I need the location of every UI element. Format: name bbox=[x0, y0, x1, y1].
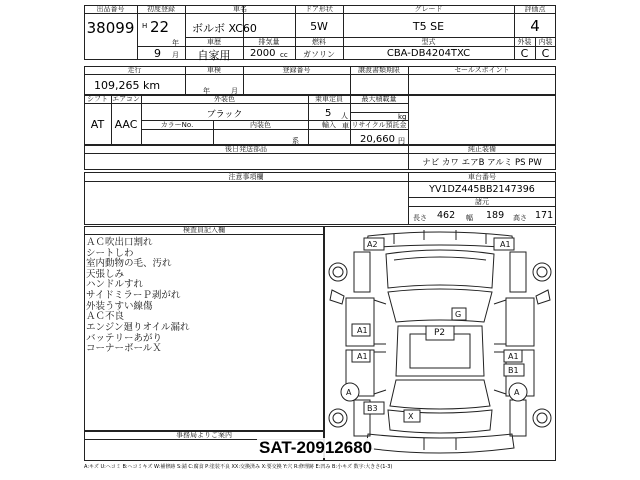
max-load-unit: kg bbox=[398, 113, 407, 121]
inspection-item: ハンドルすれ bbox=[86, 279, 144, 290]
exterior-grade-label: 外装 bbox=[517, 38, 532, 46]
height-label: 高さ bbox=[513, 214, 527, 222]
chassis-number: YV1DZ445BB2147396 bbox=[429, 184, 535, 195]
grade-label: グレード bbox=[414, 5, 443, 13]
interior-color-label: 内装色 bbox=[250, 121, 271, 129]
usage: 自家用 bbox=[197, 49, 231, 62]
mark-windshield: G bbox=[455, 310, 462, 319]
model-label: 型式 bbox=[421, 38, 436, 46]
lot-watermark: SAT-20912680 bbox=[259, 438, 373, 457]
chassis-label: 車台番号 bbox=[468, 173, 496, 181]
length-label: 長さ bbox=[413, 214, 427, 222]
inspection-item: 室内動物の毛、汚れ bbox=[86, 258, 172, 269]
inspection-item: サイドミラーＰ剥がれ bbox=[86, 290, 181, 301]
mark-rear-center: X bbox=[408, 412, 414, 421]
width-label: 幅 bbox=[466, 214, 473, 222]
ac-label: エアコン bbox=[112, 95, 140, 103]
capacity: 5 bbox=[325, 108, 332, 119]
mark-left-rear-door: A1 bbox=[357, 352, 368, 361]
displacement-label: 排気量 bbox=[258, 38, 280, 46]
exterior-color-label: 外装色 bbox=[214, 95, 235, 103]
mark-rear-left: B3 bbox=[367, 404, 378, 413]
inspection-item: 天張しみ bbox=[86, 269, 125, 280]
model: CBA-DB4204TXC bbox=[386, 48, 471, 59]
max-load-label: 最大積載量 bbox=[361, 95, 397, 103]
inspection-item: コーナーボールＸ bbox=[86, 343, 162, 354]
capacity-label: 乗車定員 bbox=[315, 95, 343, 103]
usage-label: 車歴 bbox=[207, 38, 221, 46]
fuel-label: 燃料 bbox=[312, 38, 326, 46]
recycle-fee-unit: 円 bbox=[398, 137, 405, 145]
height: 171 bbox=[535, 210, 554, 221]
mark-right-rear-door: A1 bbox=[508, 352, 519, 361]
door-type: 5W bbox=[310, 20, 328, 33]
later-parts-label: 後日発送部品 bbox=[225, 145, 267, 153]
grade: T5 SE bbox=[412, 20, 445, 33]
recycle-fee: 20,660 bbox=[360, 134, 395, 145]
inspection-item: ＡＣ吹出口割れ bbox=[86, 237, 153, 248]
import-label: 輸入 bbox=[322, 121, 336, 129]
recycle-fee-label: リサイクル預託金 bbox=[351, 121, 407, 129]
car-name: ボルボ XC60 bbox=[192, 22, 257, 35]
mark-front-right: A1 bbox=[500, 240, 511, 249]
reg-no-label: 登録番号 bbox=[282, 66, 311, 74]
inspection-year-unit: 年 bbox=[203, 87, 210, 95]
first-reg-month: 9 bbox=[154, 47, 161, 60]
shift: AT bbox=[90, 118, 105, 131]
score-label: 評価点 bbox=[524, 5, 546, 13]
score: 4 bbox=[530, 17, 540, 35]
fuel: ガソリン bbox=[303, 50, 335, 59]
dims-label: 諸元 bbox=[475, 198, 489, 206]
inspection-title: 検査員記入欄 bbox=[183, 226, 225, 234]
ac: AAC bbox=[114, 118, 138, 131]
inspection-item: シートしわ bbox=[86, 248, 134, 259]
inspection-month-unit: 月 bbox=[231, 87, 238, 95]
genuine-equipment: ナビ カワ エアB アルミ PS PW bbox=[422, 158, 542, 168]
notes-label: 注意事項欄 bbox=[228, 173, 264, 181]
inspection-item: 外装うすい線傷 bbox=[86, 301, 153, 312]
mileage-label: 走行 bbox=[127, 66, 142, 74]
inspection-item: バッテリーあがり bbox=[86, 333, 163, 344]
year-unit: 年 bbox=[172, 39, 179, 47]
first-reg-year: 22 bbox=[150, 18, 170, 36]
displacement: 2000 bbox=[250, 48, 276, 59]
mark-front-left: A2 bbox=[367, 240, 378, 249]
era: H bbox=[142, 22, 148, 30]
recycle-period-label: 譲渡書類期限 bbox=[358, 66, 400, 74]
car-name-label: 車名 bbox=[233, 5, 247, 13]
color-no-label: カラーNo. bbox=[160, 121, 194, 129]
import-unit: 車 bbox=[342, 122, 349, 130]
legend: A:キズ U:ヘコミ B:ヘコミキズ W:補修跡 S:錆 C:腐食 P:塗装不良 XX:交換済み X:要交換 Y:穴 R:修理跡 E:凹み B:小キズ 数字:大きさ(1-3) bbox=[84, 464, 393, 470]
length: 462 bbox=[437, 210, 456, 221]
mark-left-front-door: A1 bbox=[357, 326, 368, 335]
exterior-grade: C bbox=[520, 47, 529, 60]
door-label: ドア形状 bbox=[305, 5, 333, 13]
inspection-label: 車検 bbox=[207, 66, 221, 74]
width: 189 bbox=[486, 210, 505, 221]
month-unit: 月 bbox=[172, 51, 179, 59]
first-reg-label: 初度登録 bbox=[147, 5, 175, 13]
inspection-item: エンジン廻りオイル漏れ bbox=[86, 322, 190, 333]
kei-unit: 系 bbox=[292, 137, 299, 145]
lot-no-label: 出品番号 bbox=[96, 5, 125, 13]
office-label: 事務局よりご案内 bbox=[176, 431, 232, 439]
inspection-item: ＡＣ不良 bbox=[86, 311, 125, 322]
lot-no: 38099 bbox=[86, 19, 135, 37]
mark-roof: P2 bbox=[434, 328, 446, 338]
mark-left-rear-wheel: A bbox=[346, 388, 352, 397]
shift-label: シフト bbox=[87, 95, 108, 103]
mark-right-rear-quarter: B1 bbox=[508, 366, 519, 375]
interior-grade-label: 内装 bbox=[538, 38, 553, 46]
exterior-color: ブラック bbox=[206, 110, 243, 120]
mark-right-rear-wheel: A bbox=[514, 388, 520, 397]
interior-grade: C bbox=[541, 47, 550, 60]
sales-point-label: セールスポイント bbox=[454, 66, 510, 74]
mileage: 109,265 km bbox=[94, 79, 161, 92]
capacity-unit: 人 bbox=[341, 112, 348, 120]
car-diagram bbox=[324, 226, 556, 461]
genuine-equipment-label: 純正装備 bbox=[468, 145, 496, 153]
displacement-unit: cc bbox=[280, 51, 288, 59]
